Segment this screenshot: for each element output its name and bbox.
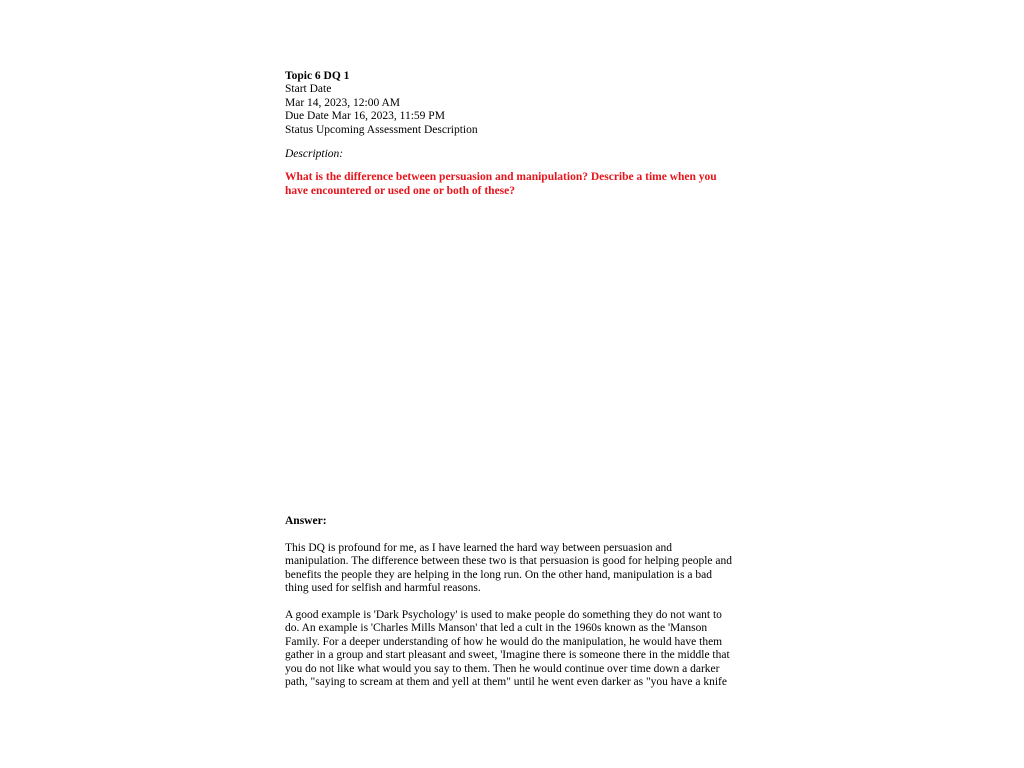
paragraph-line: benefits the people they are helping in the long run. On the other hand, manipulation is a bad bbox=[285, 568, 712, 581]
paragraph-line: gather in a group and start pleasant and sweet, 'Imagine there is someone there in the middle that bbox=[285, 649, 730, 662]
description-question bbox=[285, 171, 745, 198]
start-date-label: Start Date bbox=[285, 83, 332, 96]
paragraph-line: path, "saying to scream at them and yell at them" until he went even darker as "you have a knife bbox=[285, 676, 727, 689]
description-label: Description: bbox=[285, 148, 344, 161]
answer-label: Answer: bbox=[285, 515, 327, 527]
page-title: Topic 6 DQ 1 bbox=[285, 70, 350, 82]
start-date-value: Mar 14, 2023, 12:00 AM bbox=[285, 96, 400, 109]
status-line: Status Upcoming Assessment Description bbox=[285, 123, 478, 136]
assignment-header bbox=[285, 70, 745, 198]
answer-paragraph-2 bbox=[285, 609, 745, 689]
paragraph-line: you do not like what would you say to them. Then he would continue over time down a darker bbox=[285, 662, 720, 675]
question-line: What is the difference between persuasion and manipulation? Describe a time when you bbox=[285, 171, 717, 184]
paragraph-line: manipulation. The difference between these two is that persuasion is good for helping people and bbox=[285, 555, 732, 568]
due-date: Due Date Mar 16, 2023, 11:59 PM bbox=[285, 110, 445, 123]
paragraph-line: A good example is 'Dark Psychology' is used to make people do something they do not want to bbox=[285, 609, 722, 622]
paragraph-line: This DQ is profound for me, as I have learned the hard way between persuasion and bbox=[285, 541, 673, 554]
answer-paragraph-1 bbox=[285, 542, 745, 596]
question-line: have encountered or used one or both of these? bbox=[285, 184, 515, 197]
answer-section bbox=[285, 515, 745, 689]
paragraph-line: thing used for selfish and harmful reasons. bbox=[285, 582, 481, 595]
paragraph-line: do. An example is 'Charles Mills Manson' that led a cult in the 1960s known as the 'Manson bbox=[285, 622, 708, 635]
paragraph-line: Family. For a deeper understanding of how he would do the manipulation, he would have them bbox=[285, 635, 723, 648]
